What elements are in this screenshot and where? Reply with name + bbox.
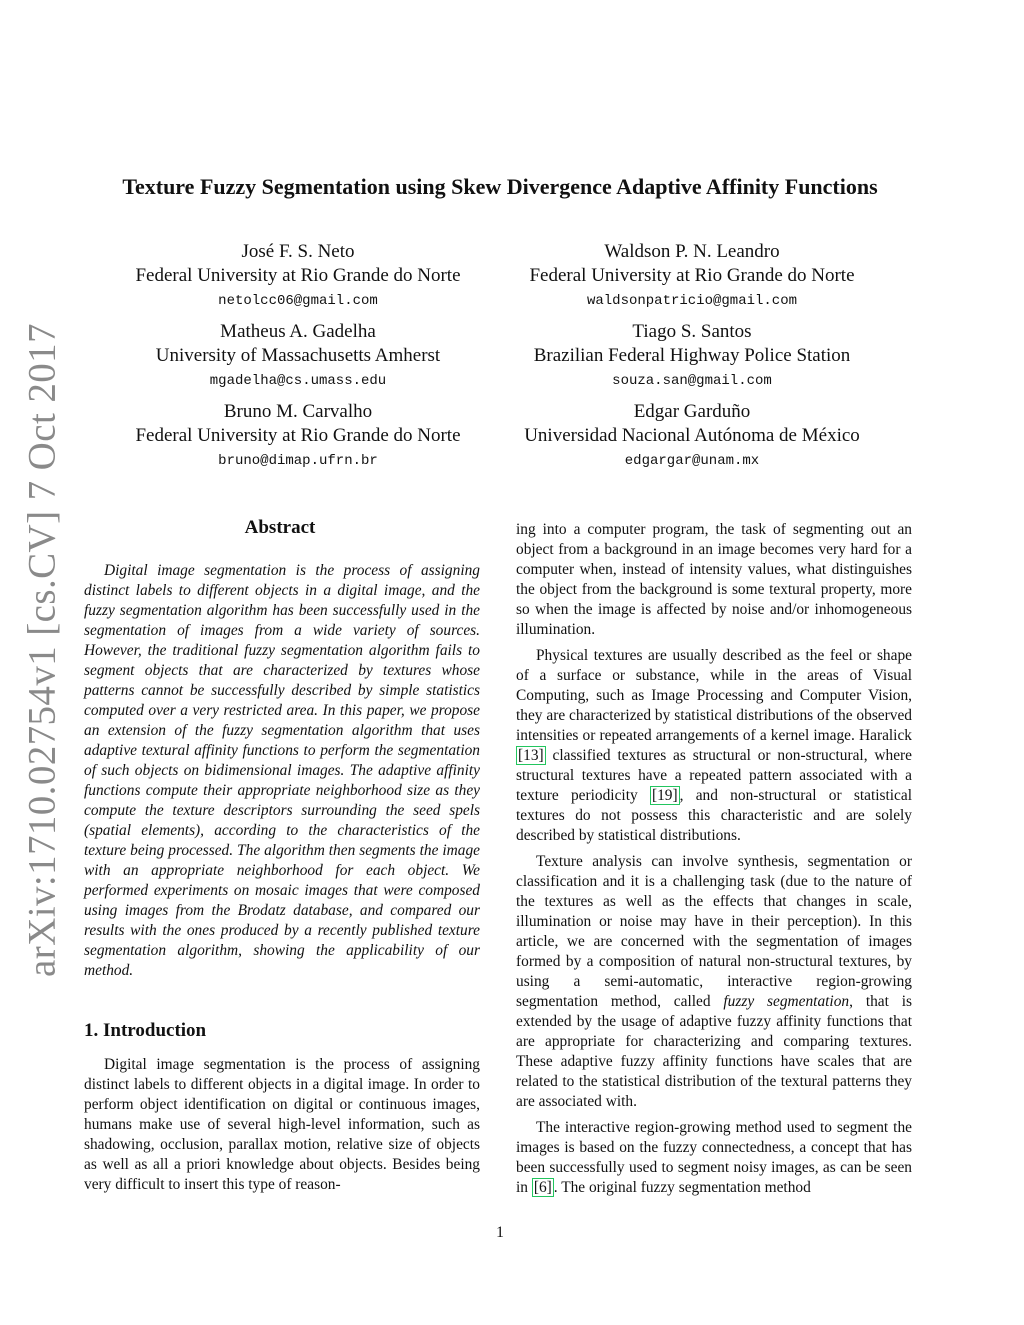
author-block bbox=[88, 320, 508, 393]
author-email: mgadelha@cs.umass.edu bbox=[209, 373, 387, 389]
author-affiliation: Universidad Nacional Autónoma de México bbox=[524, 425, 860, 446]
author-block bbox=[482, 240, 902, 313]
author-affiliation: Brazilian Federal Highway Police Station bbox=[533, 345, 851, 366]
body-paragraph: ing into a computer program, the task of segmenting out an object from a background in an image becomes very hard for a computer when, instead of intensity values, what distinguishes the object from the background is some textural property, more so when the image is affected by noise and/or inhomogeneous illumination. bbox=[516, 521, 912, 638]
author-email: bruno@dimap.ufrn.br bbox=[218, 453, 378, 469]
author-name: Matheus A. Gadelha bbox=[220, 321, 376, 342]
abstract-body bbox=[84, 561, 480, 987]
section-heading-introduction: 1. Introduction bbox=[84, 1020, 207, 1041]
author-name: José F. S. Neto bbox=[241, 241, 355, 262]
paper-title: Texture Fuzzy Segmentation using Skew Divergence Adaptive Affinity Functions bbox=[122, 174, 878, 199]
body-paragraph: Texture analysis can involve synthesis, segmentation or classification and it is a challenging task (due to the nature of the textures as well as the effects that changes in scale, illumination or noise may have in their perception). In this article, we are concerned with the segmentation of images formed by a composition of natural non-structural textures, by using a semi-automatic, interactive region-growing segmentation method, called fuzzy segmentation, that is extended by the usage of adaptive fuzzy affinity functions that are appropriate for characterizing and comparing textures. These adaptive fuzzy affinity functions have scales that are related to the statistical distribution of the textural patterns they are associated with. bbox=[516, 853, 913, 1110]
author-affiliation: Federal University at Rio Grande do Norte bbox=[135, 425, 461, 446]
abstract-paragraph: Digital image segmentation is the process of assigning distinct labels to different objects in a digital image, and the fuzzy segmentation algorithm has been successfully used in the segmentation of images from a wide variety of sources. However, the traditional fuzzy segmentation algorithm fails to segment objects that are characterized by textures whose patterns cannot be successfully described by simple statistics computed over a very restricted area. In this paper, we propose an extension of the fuzzy segmentation algorithm that uses adaptive textural affinity functions to perform the segmentation of such objects on bidimensional images. The adaptive affinity functions compute their appropriate neighborhood size as they compute the texture descriptors surrounding the seed spels (spatial elements), according to the characteristics of the texture being processed. The algorithm then segments the image with an appropriate neighborhood for each object. We performed experiments on mosaic images that were composed using images from the Brodatz database, and compared our results with the ones produced by a recently published texture segmentation algorithm, showing the applicability of our method. bbox=[84, 562, 480, 979]
author-affiliation: Federal University at Rio Grande do Norte bbox=[529, 265, 855, 286]
body-paragraph: Physical textures are usually described as the feel or shape of a surface or substance, while in the areas of Visual Computing, such as Image Processing and Computer Vision, they are characterized by statistical distributions of the observed intensities or repeated arrangements of a kernel image. Haralick [13] classified textures as structural or non-structural, where structural textures have a repeated pattern associated with a texture periodicity [19] , and non-structural or statistical textures do not possess this characteristic and are solely described by statistical distributions. bbox=[516, 647, 912, 844]
right-column bbox=[516, 520, 912, 1204]
author-name: Bruno M. Carvalho bbox=[223, 401, 373, 422]
author-name: Edgar Garduño bbox=[633, 401, 751, 422]
body-paragraph: Digital image segmentation is the process of assigning distinct labels to different objects in a digital image. In order to perform object identification on digital or continuous images, humans make use of several high-level information, such as shadowing, occlusion, parallax motion, relative size of objects as well as all a priori knowledge about objects. Besides being very difficult to insert this type of reason- bbox=[84, 1056, 480, 1193]
author-block bbox=[482, 400, 902, 473]
abstract-heading: Abstract bbox=[244, 517, 316, 538]
author-email: waldsonpatricio@gmail.com bbox=[586, 293, 798, 309]
emphasis-term: fuzzy segmentation bbox=[723, 993, 850, 1010]
arxiv-stamp: arXiv:1710.02754v1 [cs.CV] 7 Oct 2017 bbox=[20, 323, 64, 977]
author-email: souza.san@gmail.com bbox=[612, 373, 772, 389]
author-block bbox=[482, 320, 902, 393]
author-email: edgargar@unam.mx bbox=[624, 453, 760, 469]
intro-left-column bbox=[84, 1055, 480, 1201]
author-block bbox=[88, 240, 508, 313]
author-block bbox=[88, 400, 508, 473]
page-number: 1 bbox=[496, 1224, 504, 1241]
citation-link[interactable]: [6] bbox=[533, 1179, 552, 1196]
body-paragraph: The interactive region-growing method used to segment the images is based on the fuzzy connectedness, a concept that has been successfully used to segment noisy images, as can be seen in [6] . The original fuzzy segmentation method bbox=[516, 1119, 912, 1196]
author-affiliation: University of Massachusetts Amherst bbox=[155, 345, 441, 366]
author-email: netolcc06@gmail.com bbox=[218, 293, 378, 309]
citation-link[interactable]: [13] bbox=[518, 747, 544, 764]
author-name: Waldson P. N. Leandro bbox=[604, 241, 780, 262]
author-affiliation: Federal University at Rio Grande do Norte bbox=[135, 265, 461, 286]
citation-link[interactable]: [19] bbox=[651, 787, 678, 804]
author-name: Tiago S. Santos bbox=[632, 321, 752, 342]
